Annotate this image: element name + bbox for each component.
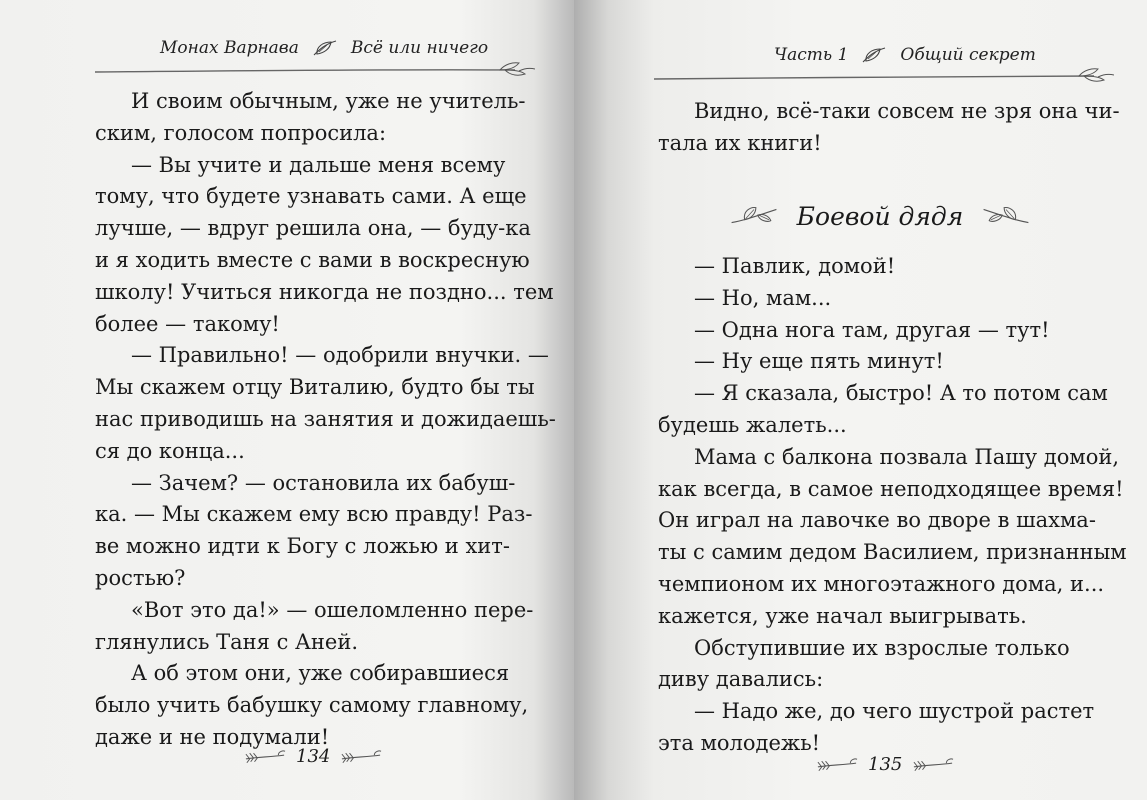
text-line: ве можно идти к Богу с ложью и хит- bbox=[95, 534, 511, 559]
text-line: лучше, — вдруг решила она, — буду-ка bbox=[95, 216, 531, 241]
text-line: — Зачем? — остановила их бабуш- bbox=[131, 470, 516, 495]
text-line: как всегда, в самое неподходящее время! bbox=[658, 476, 1124, 501]
book-title: Всё или ничего bbox=[350, 38, 489, 58]
left-body-text bbox=[95, 86, 556, 754]
text-line: И своим обычным, уже не учитель- bbox=[131, 89, 526, 113]
text-line: ка. — Мы скажем ему всю правду! Раз- bbox=[95, 502, 533, 527]
text-line: диву давались: bbox=[658, 667, 824, 692]
text-line: даже и не подумали! bbox=[95, 724, 330, 749]
text-line: ся до конца... bbox=[95, 438, 245, 463]
text-line: Мы скажем отцу Виталию, будто бы ты bbox=[95, 375, 535, 400]
text-line: школу! Учиться никогда не поздно... тем bbox=[95, 279, 554, 304]
text-line: эта молодежь! bbox=[658, 730, 821, 755]
text-line: тому, что будете узнавать сами. А еще bbox=[95, 184, 527, 209]
chapter-title bbox=[720, 196, 1040, 236]
right-body-text-top bbox=[658, 96, 1120, 160]
leaf-ornament-icon bbox=[311, 38, 339, 58]
part-label: Часть 1 bbox=[774, 45, 849, 65]
text-line: — Вы учите и дальше меня всему bbox=[131, 152, 506, 177]
sprig-right-icon bbox=[340, 749, 382, 765]
text-line: глянулись Таня с Аней. bbox=[95, 629, 359, 654]
header-rule-vine bbox=[95, 60, 535, 84]
text-line: — Надо же, до чего шустрой растет bbox=[694, 699, 1095, 724]
right-page-number bbox=[816, 754, 954, 775]
text-line: чемпионом их многоэтажного дома, и... bbox=[658, 571, 1105, 596]
text-line: было учить бабушку самому главному, bbox=[95, 693, 529, 718]
text-line: кажется, уже начал выигрывать. bbox=[658, 603, 1027, 628]
text-line: — Я сказала, быстро! А то потом сам bbox=[694, 381, 1108, 406]
text-line: ростью? bbox=[95, 565, 186, 590]
text-line: нас приводишь на занятия и дожидаешь- bbox=[95, 406, 556, 431]
text-line: ты с самим дедом Василием, признанным bbox=[658, 540, 1127, 565]
text-line: более — такому! bbox=[95, 311, 280, 336]
chapter-title-text: Боевой дядя bbox=[796, 201, 964, 231]
header-rule-vine bbox=[654, 66, 1114, 90]
left-running-head bbox=[160, 38, 488, 58]
text-line: — Но, мам... bbox=[694, 285, 832, 310]
page-number: 135 bbox=[868, 754, 903, 775]
right-running-head bbox=[774, 45, 1036, 65]
sprig-left-icon bbox=[816, 757, 858, 773]
leaf-sprig-left-icon bbox=[725, 202, 783, 230]
text-line: «Вот это да!» — ошеломленно пере- bbox=[131, 597, 534, 622]
text-line: — Павлик, домой! bbox=[694, 254, 896, 278]
sprig-left-icon bbox=[244, 749, 286, 765]
text-line: и я ходить вместе с вами в воскресную bbox=[95, 247, 530, 272]
text-line: будешь жалеть... bbox=[658, 412, 847, 437]
text-line: Обступившие их взрослые только bbox=[694, 635, 1070, 660]
right-page bbox=[574, 0, 1147, 800]
leaf-sprig-right-icon bbox=[977, 202, 1035, 230]
left-page-number bbox=[244, 746, 382, 767]
text-line: тала их книги! bbox=[658, 130, 822, 155]
text-line: — Одна нога там, другая — тут! bbox=[694, 317, 1050, 342]
right-body-text-main bbox=[658, 251, 1127, 760]
text-line: ским, голосом попросила: bbox=[95, 120, 387, 145]
leaf-ornament-icon bbox=[860, 45, 888, 65]
text-line: Он играл на лавочке во дворе в шахма- bbox=[658, 508, 1096, 533]
page-number: 134 bbox=[296, 746, 331, 767]
text-line: Мама с балкона позвала Пашу домой, bbox=[694, 444, 1120, 469]
text-line: — Ну еще пять минут! bbox=[694, 349, 944, 374]
text-line: Видно, всё-таки совсем не зря она чи- bbox=[694, 99, 1120, 123]
text-line: А об этом они, уже собиравшиеся bbox=[131, 661, 510, 686]
text-line: — Правильно! — одобрили внучки. — bbox=[131, 343, 549, 368]
author-name: Монах Варнава bbox=[160, 38, 299, 58]
section-title: Общий секрет bbox=[900, 45, 1036, 65]
sprig-right-icon bbox=[912, 757, 954, 773]
